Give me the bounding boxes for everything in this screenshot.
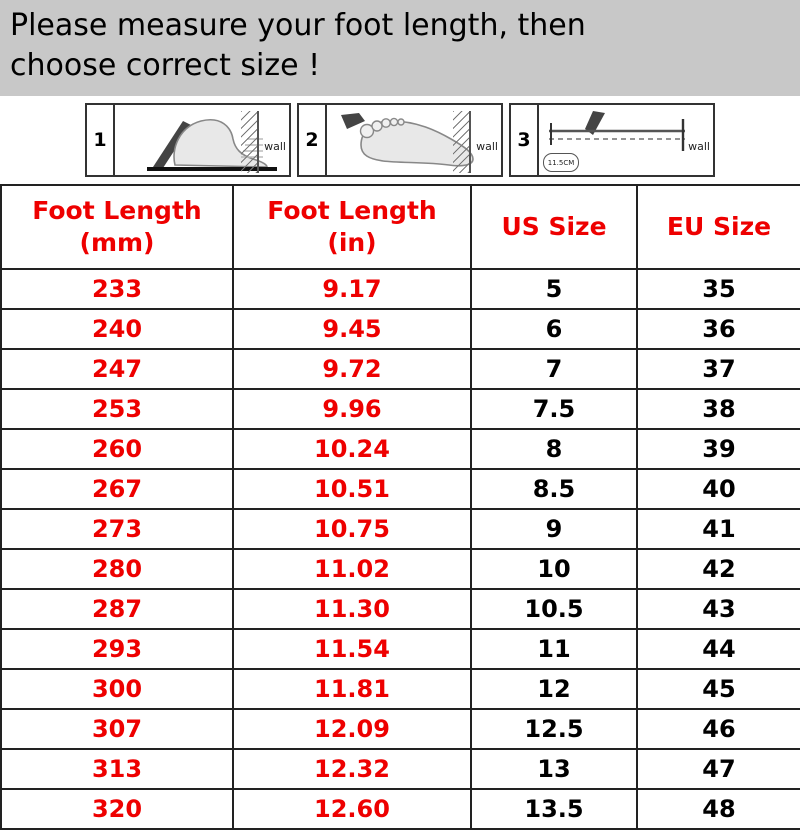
table-cell: 11.54 [233, 629, 471, 669]
size-conversion-table [0, 184, 800, 830]
table-cell: 10.24 [233, 429, 471, 469]
table-cell: 8.5 [471, 469, 637, 509]
table-cell: 35 [637, 269, 800, 309]
table-cell: 7 [471, 349, 637, 389]
step-1-illustration [113, 105, 289, 175]
step-1-wall-label: wall [264, 140, 286, 153]
table-cell: 12.09 [233, 709, 471, 749]
column-header-line-2: (in) [327, 228, 377, 257]
table-row [1, 349, 800, 389]
table-cell: 12 [471, 669, 637, 709]
table-row [1, 469, 800, 509]
step-3-number: 3 [511, 105, 539, 175]
measurement-badge: 11.5CM [543, 153, 579, 172]
table-cell: 9.17 [233, 269, 471, 309]
wall-hatching [241, 111, 259, 173]
table-row [1, 789, 800, 829]
step-3-wall-label: wall [688, 140, 710, 153]
table-cell: 39 [637, 429, 800, 469]
step-2-number: 2 [299, 105, 327, 175]
table-cell: 233 [1, 269, 233, 309]
step-1 [85, 103, 291, 177]
instruction-line-2: choose correct size ! [10, 48, 321, 83]
table-cell: 9 [471, 509, 637, 549]
table-cell: 10.75 [233, 509, 471, 549]
table-cell: 300 [1, 669, 233, 709]
table-row [1, 549, 800, 589]
table-cell: 13 [471, 749, 637, 789]
table-cell: 13.5 [471, 789, 637, 829]
table-cell: 42 [637, 549, 800, 589]
table-cell: 247 [1, 349, 233, 389]
column-header-foot-length-in [233, 185, 471, 269]
table-cell: 12.5 [471, 709, 637, 749]
table-row [1, 389, 800, 429]
table-cell: 11.02 [233, 549, 471, 589]
table-cell: 10.5 [471, 589, 637, 629]
table-cell: 46 [637, 709, 800, 749]
table-cell: 45 [637, 669, 800, 709]
table-cell: 36 [637, 309, 800, 349]
table-cell: 11.30 [233, 589, 471, 629]
wall-hatching [453, 111, 471, 173]
table-cell: 260 [1, 429, 233, 469]
table-cell: 7.5 [471, 389, 637, 429]
table-row [1, 509, 800, 549]
table-cell: 273 [1, 509, 233, 549]
step-1-number: 1 [87, 105, 115, 175]
table-row [1, 749, 800, 789]
table-cell: 287 [1, 589, 233, 629]
table-cell: 47 [637, 749, 800, 789]
table-row [1, 429, 800, 469]
step-3 [509, 103, 715, 177]
table-cell: 320 [1, 789, 233, 829]
column-header-line-1: US Size [501, 212, 607, 241]
step-2-illustration [325, 105, 501, 175]
table-cell: 5 [471, 269, 637, 309]
table-header [1, 185, 800, 269]
column-header-line-1: EU Size [666, 212, 772, 241]
table-cell: 313 [1, 749, 233, 789]
table-cell: 307 [1, 709, 233, 749]
table-row [1, 309, 800, 349]
step-2-wall-label: wall [476, 140, 498, 153]
table-cell: 43 [637, 589, 800, 629]
table-cell: 40 [637, 469, 800, 509]
table-cell: 41 [637, 509, 800, 549]
table-cell: 10 [471, 549, 637, 589]
table-cell: 37 [637, 349, 800, 389]
table-cell: 293 [1, 629, 233, 669]
column-header-eu-size [637, 185, 800, 269]
table-body [1, 269, 800, 829]
measurement-steps [0, 96, 800, 184]
table-cell: 6 [471, 309, 637, 349]
table-cell: 10.51 [233, 469, 471, 509]
table-row [1, 709, 800, 749]
step-3-illustration [537, 105, 713, 175]
table-cell: 9.45 [233, 309, 471, 349]
table-cell: 12.32 [233, 749, 471, 789]
table-cell: 38 [637, 389, 800, 429]
table-cell: 267 [1, 469, 233, 509]
table-header-row [1, 185, 800, 269]
column-header-foot-length-mm [1, 185, 233, 269]
table-cell: 280 [1, 549, 233, 589]
instruction-line-1: Please measure your foot length, then [10, 8, 586, 43]
table-row [1, 629, 800, 669]
step-2 [297, 103, 503, 177]
instruction-banner [0, 0, 800, 96]
column-header-line-1: Foot Length [267, 196, 437, 225]
table-row [1, 669, 800, 709]
table-cell: 11.81 [233, 669, 471, 709]
table-cell: 12.60 [233, 789, 471, 829]
column-header-line-2: (mm) [79, 228, 155, 257]
table-cell: 48 [637, 789, 800, 829]
column-header-line-1: Foot Length [32, 196, 202, 225]
table-cell: 240 [1, 309, 233, 349]
table-row [1, 269, 800, 309]
table-cell: 44 [637, 629, 800, 669]
table-row [1, 589, 800, 629]
table-cell: 9.72 [233, 349, 471, 389]
table-cell: 8 [471, 429, 637, 469]
column-header-us-size [471, 185, 637, 269]
table-cell: 9.96 [233, 389, 471, 429]
table-cell: 11 [471, 629, 637, 669]
table-cell: 253 [1, 389, 233, 429]
